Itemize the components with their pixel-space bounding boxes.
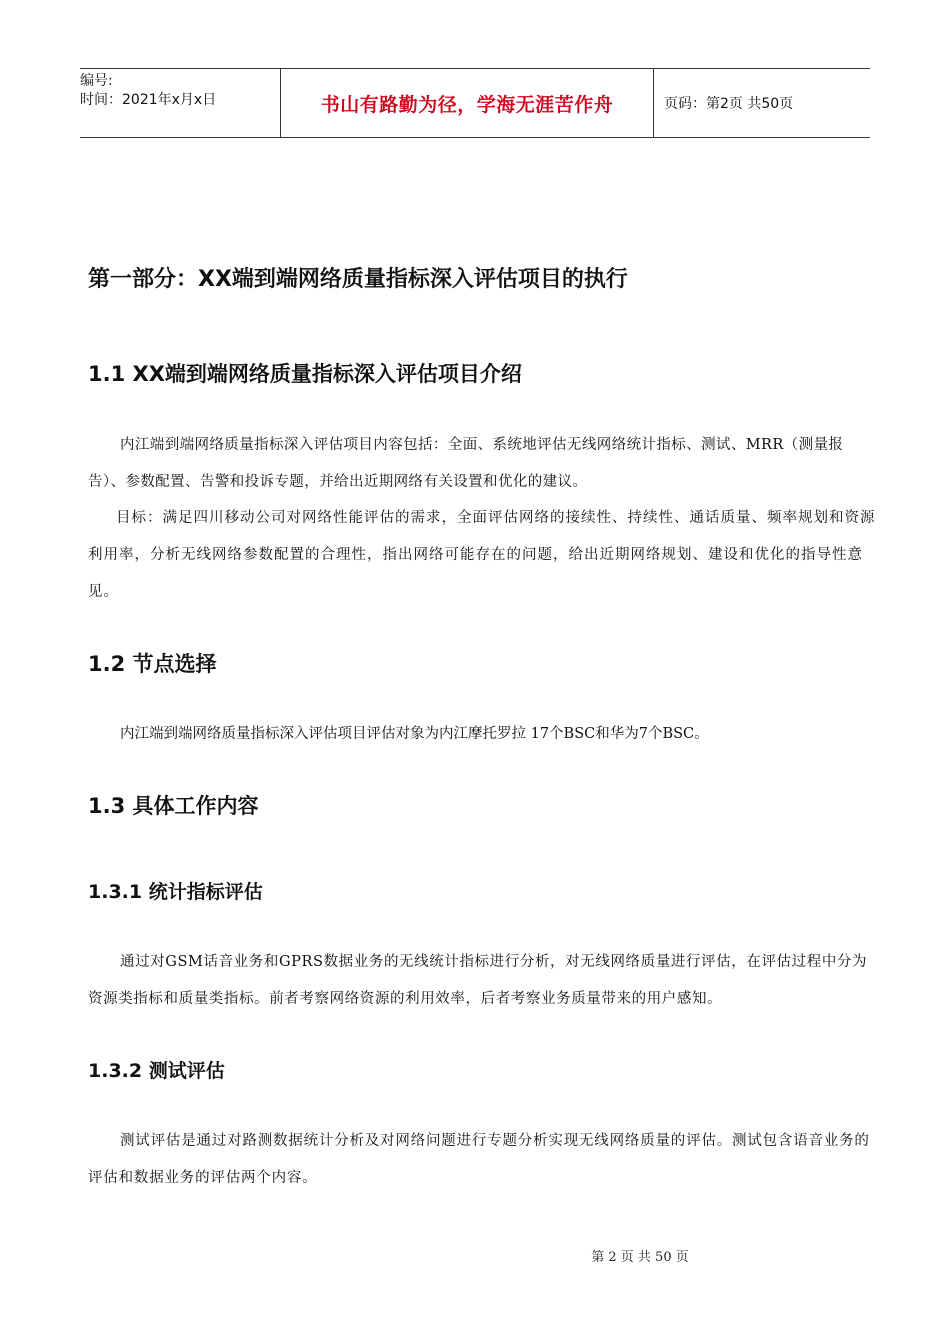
document-number-label: 编号: xyxy=(80,73,113,89)
section-1-3-2-heading: 1.3.2 测试评估 xyxy=(88,1060,225,1082)
header-page-info: 页码：第2页 共50页 xyxy=(664,96,794,112)
header-meta xyxy=(80,69,280,137)
header-motto: 书山有路勤为径，学海无涯苦作舟 xyxy=(280,69,654,137)
document-date: 时间：2021年x月x日 xyxy=(80,92,217,108)
page-header xyxy=(80,68,870,138)
section-1-1-paragraph-1: 内江端到端网络质量指标深入评估项目内容包括：全面、系统地评估无线网络统计指标、测试、MRR（测量报告）、参数配置、告警和投诉专题，并给出近期网络有关设置和优化的建议。 xyxy=(88,437,844,490)
part-title: 第一部分：XX端到端网络质量指标深入评估项目的执行 xyxy=(88,267,628,292)
section-1-1-heading: 1.1 XX端到端网络质量指标深入评估项目介绍 xyxy=(88,362,522,386)
page-footer: 第 2 页 共 50 页 xyxy=(591,1250,689,1265)
section-1-1-paragraph-2: 目标：满足四川移动公司对网络性能评估的需求，全面评估网络的接续性、持续性、通话质量、频率规划和资源利用率，分析无线网络参数配置的合理性，指出网络可能存在的问题，给出近期网络规划、建设和优化的指导性意见。 xyxy=(88,510,876,600)
section-1-3-1-heading: 1.3.1 统计指标评估 xyxy=(88,881,263,903)
section-1-3-heading: 1.3 具体工作内容 xyxy=(88,794,259,818)
section-1-2-paragraph-1: 内江端到端网络质量指标深入评估项目评估对象为内江摩托罗拉 17个BSC和华为7个BSC。 xyxy=(120,726,709,742)
section-1-3-2-paragraph-1: 测试评估是通过对路测数据统计分析及对网络问题进行专题分析实现无线网络质量的评估。测试包含语音业务的评估和数据业务的评估两个内容。 xyxy=(88,1133,870,1186)
section-1-2-heading: 1.2 节点选择 xyxy=(88,652,217,676)
section-1-3-1-paragraph-1: 通过对GSM话音业务和GPRS数据业务的无线统计指标进行分析，对无线网络质量进行评估，在评估过程中分为资源类指标和质量类指标。前者考察网络资源的利用效率，后者考察业务质量带来的用户感知。 xyxy=(88,954,868,1007)
